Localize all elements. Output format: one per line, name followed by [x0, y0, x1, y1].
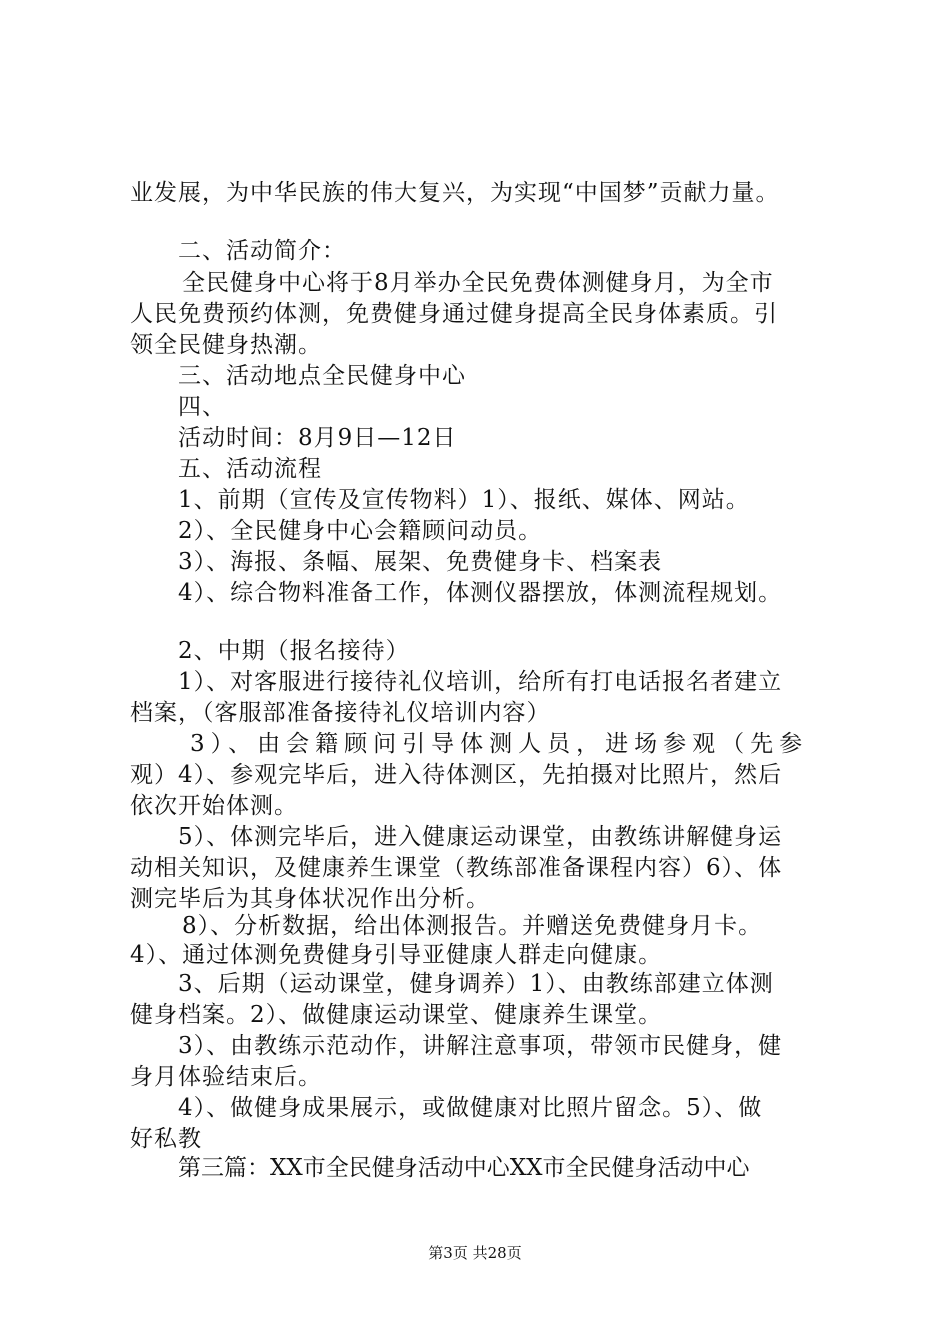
text-line: 动相关知识，及健康养生课堂（教练部准备课程内容）6）、体 — [130, 855, 783, 881]
text-line: 2、中期（报名接待） — [178, 638, 410, 664]
text-line: 3）、由教练示范动作，讲解注意事项，带领市民健身，健 — [178, 1033, 783, 1059]
text-line: 档案，（客服部准备接待礼仪培训内容） — [130, 700, 551, 726]
text-line: 活动时间：8月9日—12日 — [178, 425, 457, 451]
text-line: 3、后期（运动课堂，健身调养）1）、由教练部建立体测 — [178, 971, 774, 997]
text-line: 好私教 — [130, 1126, 202, 1152]
text-line: 依次开始体测。 — [130, 793, 298, 819]
text-line: 五、活动流程 — [178, 456, 322, 482]
text-line: 测完毕后为其身体状况作出分析。 — [130, 886, 490, 912]
text-line: 四、 — [178, 394, 226, 420]
text-line: 3）、由会籍顾问引导体测人员，进场参观（先参 — [190, 731, 809, 757]
text-line: 人民免费预约体测，免费健身通过健身提高全民身体素质。引 — [130, 301, 778, 327]
text-line: 1、前期（宣传及宣传物料）1）、报纸、媒体、网站。 — [178, 487, 750, 513]
text-line: 4）、综合物料准备工作，体测仪器摆放，体测流程规划。 — [178, 580, 783, 606]
text-line: 领全民健身热潮。 — [130, 332, 322, 358]
text-line: 身月体验结束后。 — [130, 1064, 322, 1090]
text-line: 三、活动地点全民健身中心 — [178, 363, 466, 389]
text-line: 2）、全民健身中心会籍顾问动员。 — [178, 518, 543, 544]
text-line: 4）、做健身成果展示，或做健康对比照片留念。5）、做 — [178, 1095, 763, 1121]
page-footer: 第3页 共28页 — [428, 1244, 522, 1262]
text-line: 健身档案。2）、做健康运动课堂、健康养生课堂。 — [130, 1002, 663, 1028]
text-line: 业发展，为中华民族的伟大复兴，为实现“中国梦”贡献力量。 — [130, 180, 780, 206]
text-line: 8）、分析数据，给出体测报告。并赠送免费健身月卡。 — [182, 913, 763, 939]
text-line: 全民健身中心将于8月举办全民免费体测健身月，为全市 — [182, 270, 774, 296]
text-line: 第三篇：XX市全民健身活动中心XX市全民健身活动中心 — [178, 1155, 750, 1181]
text-line: 二、活动简介： — [178, 238, 346, 264]
text-line: 1）、对客服进行接待礼仪培训，给所有打电话报名者建立 — [178, 669, 783, 695]
text-line: 5）、体测完毕后，进入健康运动课堂，由教练讲解健身运 — [178, 824, 783, 850]
text-line: 4）、通过体测免费健身引导亚健康人群走向健康。 — [130, 942, 663, 968]
text-line: 观）4）、参观完毕后，进入待体测区，先拍摄对比照片，然后 — [130, 762, 783, 788]
text-line: 3）、海报、条幅、展架、免费健身卡、档案表 — [178, 549, 663, 575]
